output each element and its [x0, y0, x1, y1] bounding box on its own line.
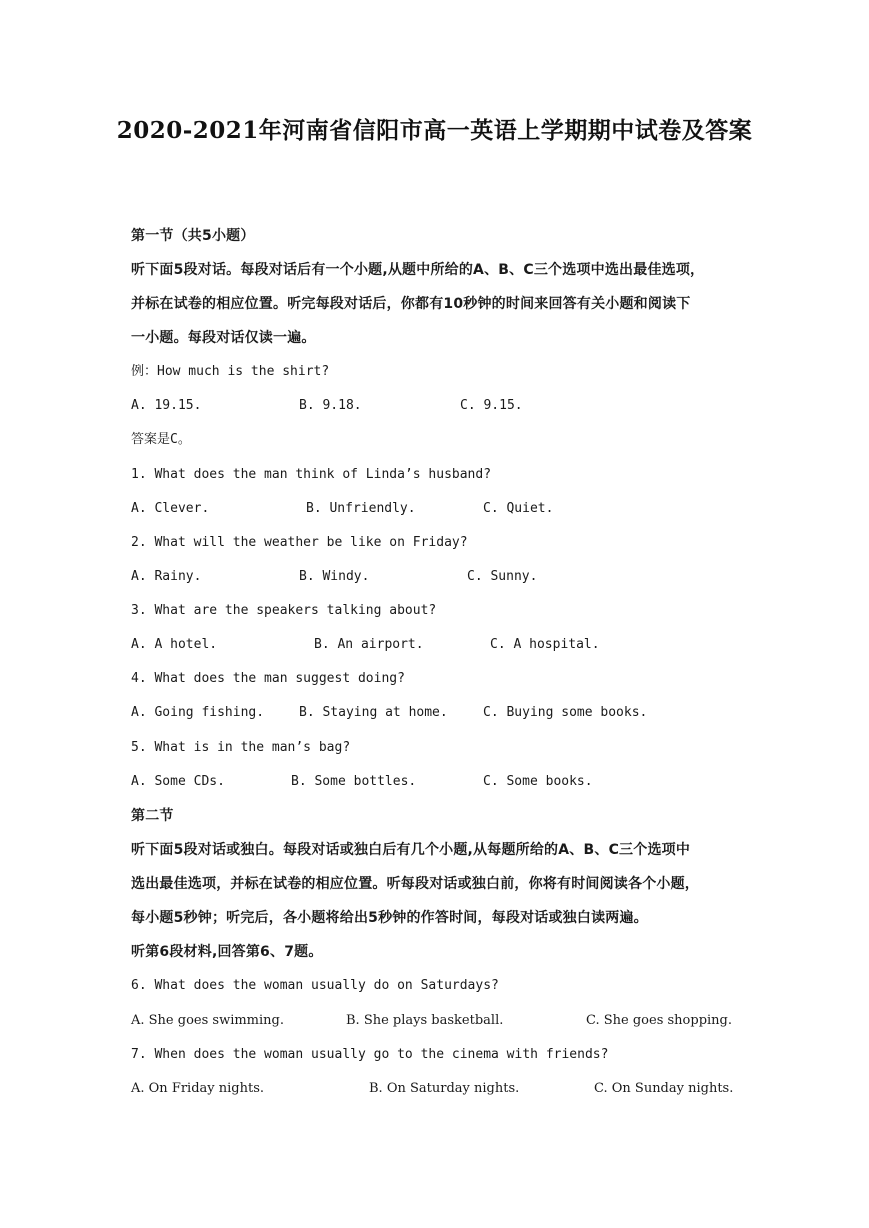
example-option-a: A. 19.15. [131, 398, 202, 413]
question-6: 6. What does the woman usually do on Saturdays? [131, 978, 499, 993]
q3-option-c: C. A hospital. [490, 637, 600, 652]
q1-option-a: A. Clever. [131, 501, 210, 516]
example-answer: 答案是C。 [131, 432, 191, 447]
q3-option-a: A. A hotel. [131, 637, 218, 652]
q2-option-a: A. Rainy. [131, 569, 202, 584]
question-4: 4. What does the man suggest doing? [131, 671, 405, 686]
question-1: 1. What does the man think of Linda’s husband? [131, 467, 492, 482]
q2-option-c: C. Sunny. [467, 569, 538, 584]
section2-heading: 第二节 [131, 808, 174, 824]
q4-option-b: B. Staying at home. [299, 705, 448, 720]
q6-option-c: C. She goes shopping. [586, 1013, 732, 1028]
example-option-b: B. 9.18. [299, 398, 362, 413]
q4-option-c: C. Buying some books. [483, 705, 648, 720]
question-3: 3. What are the speakers talking about? [131, 603, 437, 618]
question-5: 5. What is in the man’s bag? [131, 740, 351, 755]
section1-instruction-line: 一小题。每段对话仅读一遍。 [131, 330, 316, 346]
question-2: 2. What will the weather be like on Friday? [131, 535, 468, 550]
example-question: 例：How much is the shirt? [131, 364, 330, 379]
document-title: 2020-2021年河南省信阳市高一英语上学期期中试卷及答案 [116, 117, 753, 144]
section1-instruction-line: 听下面5段对话。每段对话后有一个小题,从题中所给的A、B、C三个选项中选出最佳选项， [131, 262, 705, 278]
section1-heading: 第一节（共5小题） [131, 228, 255, 244]
section2-instruction-line: 听下面5段对话或独白。每段对话或独白后有几个小题,从每题所给的A、B、C三个选项中 [131, 842, 691, 858]
q2-option-b: B. Windy. [299, 569, 370, 584]
q3-option-b: B. An airport. [314, 637, 424, 652]
section1-instruction-line: 并标在试卷的相应位置。听完每段对话后，你都有10秒钟的时间来回答有关小题和阅读下 [131, 296, 691, 312]
q6-option-a: A. She goes swimming. [131, 1013, 284, 1028]
material-heading: 听第6段材料,回答第6、7题。 [131, 944, 323, 960]
q7-option-c: C. On Sunday nights. [594, 1081, 734, 1096]
section2-instruction-line: 选出最佳选项，并标在试卷的相应位置。听每段对话或独白前，你将有时间阅读各个小题， [131, 876, 699, 892]
example-option-c: C. 9.15. [460, 398, 523, 413]
q5-option-a: A. Some CDs. [131, 774, 225, 789]
q4-option-a: A. Going fishing. [131, 705, 265, 720]
q6-option-b: B. She plays basketball. [346, 1013, 504, 1028]
q1-option-c: C. Quiet. [483, 501, 554, 516]
q5-option-b: B. Some bottles. [291, 774, 417, 789]
question-7: 7. When does the woman usually go to the cinema with friends? [131, 1047, 609, 1062]
section2-instruction-line: 每小题5秒钟；听完后，各小题将给出5秒钟的作答时间，每段对话或独白读两遍。 [131, 910, 648, 926]
q7-option-b: B. On Saturday nights. [369, 1081, 520, 1096]
q1-option-b: B. Unfriendly. [306, 501, 416, 516]
q5-option-c: C. Some books. [483, 774, 593, 789]
q7-option-a: A. On Friday nights. [131, 1081, 265, 1096]
